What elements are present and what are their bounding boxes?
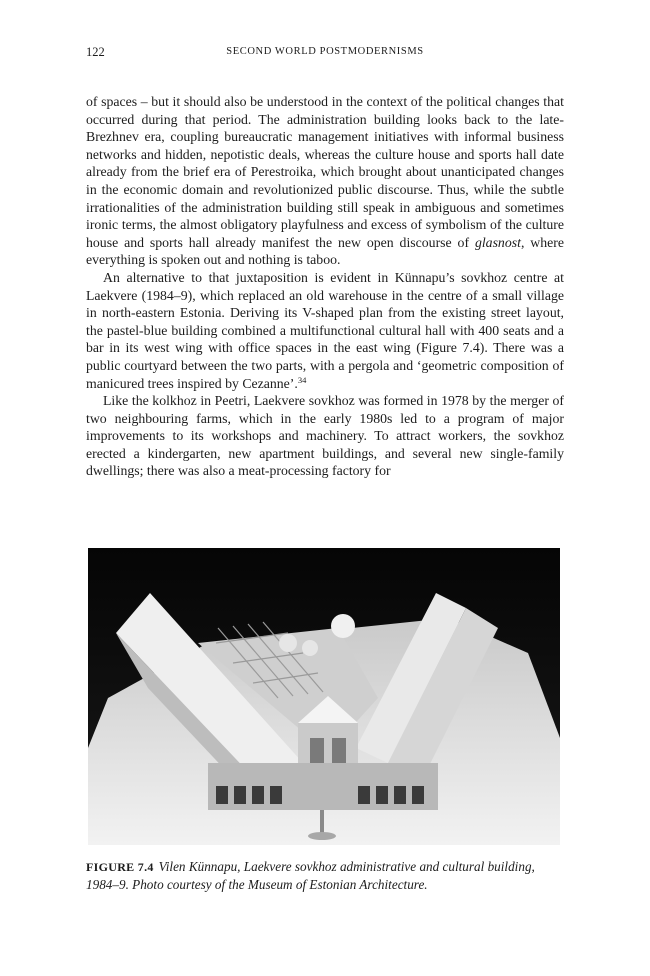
paragraph-2 — [86, 269, 564, 392]
figure-photo — [88, 548, 560, 845]
figure-reference-link[interactable]: Figure 7.4 — [420, 340, 480, 356]
entrance-window — [332, 738, 346, 763]
paragraph-2-text-b: ). There was a public courtyard between the two parts, with a pergola and ‘geometric composition of manicured trees inspired by Cezanne’. — [86, 340, 565, 391]
paragraph-3 — [86, 392, 564, 480]
paragraph-1-text: of spaces – but it should also be understood in the context of the political changes that occurred during that period. The administration building looks back to the late-Brezhnev era, coupling bureaucratic management initiatives with informal business networks and hidden, nepotistic deals, whereas the culture house and sports hall date already from the brief era of Perestroika, which brought about unanticipated changes in the economic domain and revolutionized public discourse. Thus, while the subtle irrationalities of the administration building still speak in ambiguous and sometimes ironic terms, the almost obligatory playfulness and excess of symbolism of the culture house and sports hall already manifest the new open discourse of — [86, 94, 564, 250]
entrance-tower — [298, 723, 358, 768]
paragraph-2-text-a: An alternative to that juxtaposition is evident in Künnapu’s sovkhoz centre at Laekvere (1984–9), which replaced an old warehouse in the centre of a small village in north-eastern Estonia. Deriving its V-shaped plan from the existing street layout, the pastel-blue building combined a multifunctional cultural hall with 400 seats and a bar in its west wing with office spaces in the east wing ( — [86, 269, 564, 356]
tree-sphere — [331, 614, 355, 638]
figure-label: FIGURE 7.4 — [86, 860, 154, 874]
glasnost-term: glasnost — [474, 234, 521, 250]
page-number: 122 — [86, 45, 105, 59]
body-text — [86, 93, 564, 480]
figure-caption — [86, 858, 556, 893]
caption-text: Vilen Künnapu, Laekvere sovkhoz administrative and cultural building, 1984–9. Photo courtesy of the Museum of Estonian Architecture. — [86, 859, 535, 892]
paragraph-3-text: Like the kolkhoz in Peetri, Laekvere sovkhoz was formed in 1978 by the merger of two neighbouring farms, which in the early 1980s led to a program of major improvements to its workshops and machinery. To attract workers, the sovkhoz erected a kindergarten, new apartment buildings, and several new single-family dwellings; there was also a meat-processing factory for — [86, 393, 564, 479]
front-post — [320, 810, 324, 834]
front-post-base — [308, 832, 336, 840]
footnote-marker[interactable]: 34 — [297, 374, 307, 385]
running-head: SECOND WORLD POSTMODERNISMS — [226, 46, 424, 57]
paragraph-1 — [86, 93, 564, 269]
paragraph-1-tail: , where everything is spoken out and nothing is taboo. — [86, 234, 564, 268]
page-header — [86, 45, 564, 61]
architectural-model-illustration — [88, 548, 560, 845]
tree-sphere — [279, 634, 297, 652]
tree-sphere — [302, 640, 318, 656]
entrance-window — [310, 738, 324, 763]
